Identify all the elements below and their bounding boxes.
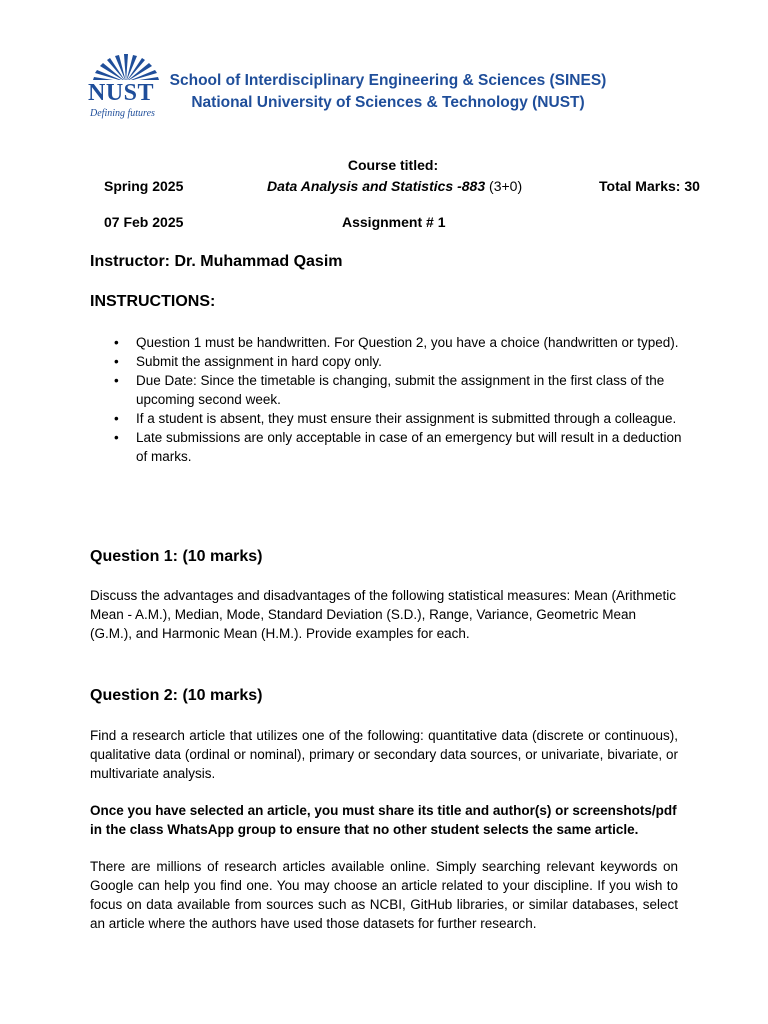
institution-title [168, 70, 608, 114]
instructions-list [90, 333, 690, 466]
logo-tagline: Defining futures [90, 108, 155, 119]
logo-wordmark: NUST [88, 80, 155, 106]
list-item: • Late submissions are only acceptable in case of an emergency but will result in a deduction of marks. [90, 428, 690, 466]
course-credits: (3+0) [489, 178, 523, 194]
university-name: National University of Sciences & Technology (NUST) [191, 94, 585, 111]
list-item: • Question 1 must be handwritten. For Question 2, you have a choice (handwritten or typed). [90, 333, 690, 352]
course-name: Data Analysis and Statistics -883 [267, 178, 486, 194]
question-2-paragraph-3: There are millions of research articles available online. Simply searching relevant keywords on Google can help you find one. You may choose an article related to your discipline. If you wish to focus on data available from sources such as NCBI, GitHub libraries, or similar databases, select an article where the authors have used those datasets for further research. [90, 859, 678, 931]
list-item: • If a student is absent, they must ensure their assignment is submitted through a colleague. [90, 409, 690, 428]
instructions-heading: INSTRUCTIONS: [90, 293, 216, 310]
list-item: • Submit the assignment in hard copy only. [90, 352, 690, 371]
question-1-heading: Question 1: (10 marks) [90, 548, 263, 565]
question-2-paragraph-1: Find a research article that utilizes one of the following: quantitative data (discrete or continuous), qualitative data (ordinal or nominal), primary or secondary data sources, or univariate, bivariate, or multivariate analysis. [90, 728, 678, 781]
course-title [267, 178, 522, 194]
total-marks: Total Marks: 30 [599, 178, 700, 194]
course-label: Course titled: [347, 157, 439, 173]
sunburst-emblem-icon [88, 50, 164, 84]
instructor-name: Instructor: Dr. Muhammad Qasim [90, 253, 343, 270]
question-1-text: Discuss the advantages and disadvantages of the following statistical measures: Mean (Arithmetic Mean - A.M.), Median, Mode, Standard Deviation (S.D.), Range, Variance, Geometric Mean (G.M.), and Harmonic Mean (H.M.). Provide examples for each. [90, 588, 677, 641]
nust-logo [88, 50, 164, 122]
assignment-date: 07 Feb 2025 [104, 214, 184, 230]
question-2-paragraph-2: Once you have selected an article, you must share its title and author(s) or screenshots/pdf in the class WhatsApp group to ensure that no other student selects the same article. [90, 803, 677, 837]
assignment-number: Assignment # 1 [342, 214, 446, 230]
term: Spring 2025 [104, 178, 184, 194]
school-name: School of Interdisciplinary Engineering & Sciences (SINES) [169, 72, 607, 89]
question-2-heading: Question 2: (10 marks) [90, 687, 263, 704]
list-item: • Due Date: Since the timetable is changing, submit the assignment in the first class of the upcoming second week. [90, 371, 690, 409]
